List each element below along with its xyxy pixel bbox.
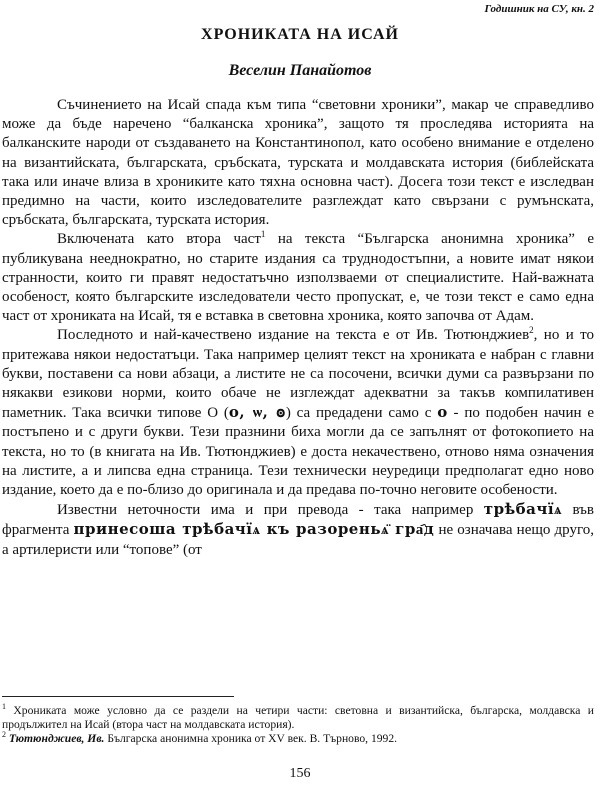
page-number: 156: [289, 766, 311, 781]
paragraph-1: [2, 96, 594, 230]
article-author: Веселин Панайотов: [228, 62, 372, 79]
paragraph-1-text: Съчинението на Исай спада към типа “световни хроники”, макар че справедливо може да бъде наречено “балканска хроника”, защото тя проследява историята на балканските народи от създаването на Константинопол, като особено внимание е отделено на византийската, българската, сръбската, турската и молдавската история (библейската така или иначе влиза в хрониките като тяхна основна част). Досега този текст е изследван предимно на части, които изследователите разглеждат като свързани с румънската, сръбската, българската, турската история.: [2, 97, 594, 229]
running-head: Годишник на СУ, кн. 2: [484, 3, 594, 15]
footnote-divider: [2, 696, 234, 697]
church-slavonic-fragment: принесоша трѣбачїѧ къ разореньѧ̈ гра҄д: [73, 520, 435, 539]
footnote-1-text: Хрониката може условно да се раздели на четири части: световна и византийска, българска, молдавска и продължител на Исай (втора част на молдавската история).: [2, 704, 594, 731]
paragraph-3-text-d: - по подобен начин е постъпено и с други букви. Тези празнини биха могли да се запълнят от фотокопието на текста, но то (в книгата на Ив. Тютюнджиев) е доста некачествено, отново няма означения на листите, а и липсва една страница. Тези технически неуредици предполагат едно ново издание, което да е по-близо до оригинала и да предава по-точно неговите особености.: [2, 405, 594, 499]
paragraph-2-text-b: на текста “Българска анонимна хроника” е публикувана нееднократно, но старите издания са труднодостъпни, а новите имат някои странности, които ги правят недостатъчно използваеми от специалистите. Най-важната особеност, която българските изследователи често пропускат, е, че този текст е само една част от хрониката на Исай, тя е вставка в световна хроника, която започва от Адам.: [2, 231, 594, 325]
footnote-ref-1[interactable]: 1: [260, 229, 266, 240]
church-slavonic-word: трѣбачїѧ: [483, 500, 563, 519]
footnote-2: [2, 732, 594, 746]
article-title: ХРОНИКАТА НА ИСАЙ: [201, 26, 399, 43]
article-body: [2, 96, 594, 560]
paragraph-3: [2, 326, 594, 500]
o-glyph: о: [437, 403, 448, 422]
footnote-2-marker: 2: [2, 730, 6, 740]
paragraph-3-text-c: ) са предадени само с: [285, 405, 438, 422]
paragraph-2-text-a: Включената като втора част: [57, 231, 261, 248]
footnotes: [2, 704, 594, 746]
paragraph-4: [2, 500, 594, 560]
paragraph-4-text-a: Известни неточности има и при превода - така например: [57, 502, 484, 519]
footnote-2-text: Българска анонимна хроника от XV век. В. Търново, 1992.: [104, 732, 398, 745]
footnote-ref-2[interactable]: 2: [529, 325, 534, 336]
footnote-2-author: Тютюнджиев, Ив.: [8, 732, 105, 745]
paragraph-3-text-b: , но и то притежава някои недостатъци. Така например целият текст на хрониката е набран с главни букви, поставени са нови абзаци, а листите не са посочени, всички думи са развързани по някакви езикови норми, които обаче не изглеждат адекватни за такъв компилативен паметник. Така всички типове О (: [2, 327, 595, 422]
paragraph-4-text-b: във фрагмента: [2, 502, 594, 539]
paragraph-2: [2, 230, 594, 326]
footnote-1: [2, 704, 594, 732]
paragraph-3-text-a: Последното и най-качествено издание на текста е от Ив. Тютюнджиев: [57, 327, 530, 344]
paragraph-4-text-c: не означава нещо друго, а артилеристи или “топове” (от: [2, 522, 594, 558]
o-variants-glyphs: о, ѡ, ꙩ: [228, 403, 286, 422]
footnote-1-marker: 1: [2, 702, 6, 712]
